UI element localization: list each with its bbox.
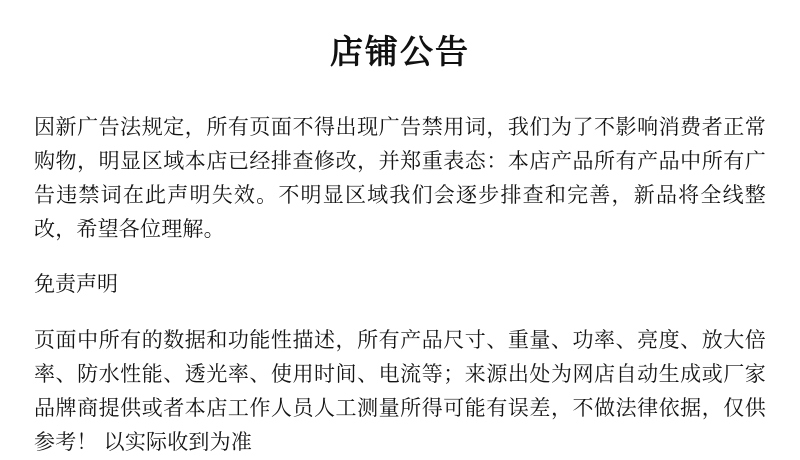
- page-title: 店铺公告: [330, 33, 470, 70]
- notice-paragraph: 因新广告法规定，所有页面不得出现广告禁用词，我们为了不影响消费者正常购物，明显区域本店已经排查修改，并郑重表态：本店产品所有产品中所有广告违禁词在此声明失效。不明显区域我们会逐步排查和完善，新品将全线整改，希望各位理解。: [34, 115, 766, 241]
- disclaimer-text: 页面中所有的数据和功能性描述，所有产品尺寸、重量、功率、亮度、放大倍率、防水性能、透光率、使用时间、电流等；来源出处为网店自动生成或厂家品牌商提供或者本店工作人员人工测量所得可能有误差，不做法律依据，仅供参考！ 以实际收到为准: [34, 329, 766, 455]
- disclaimer-heading: 免责声明: [34, 272, 118, 296]
